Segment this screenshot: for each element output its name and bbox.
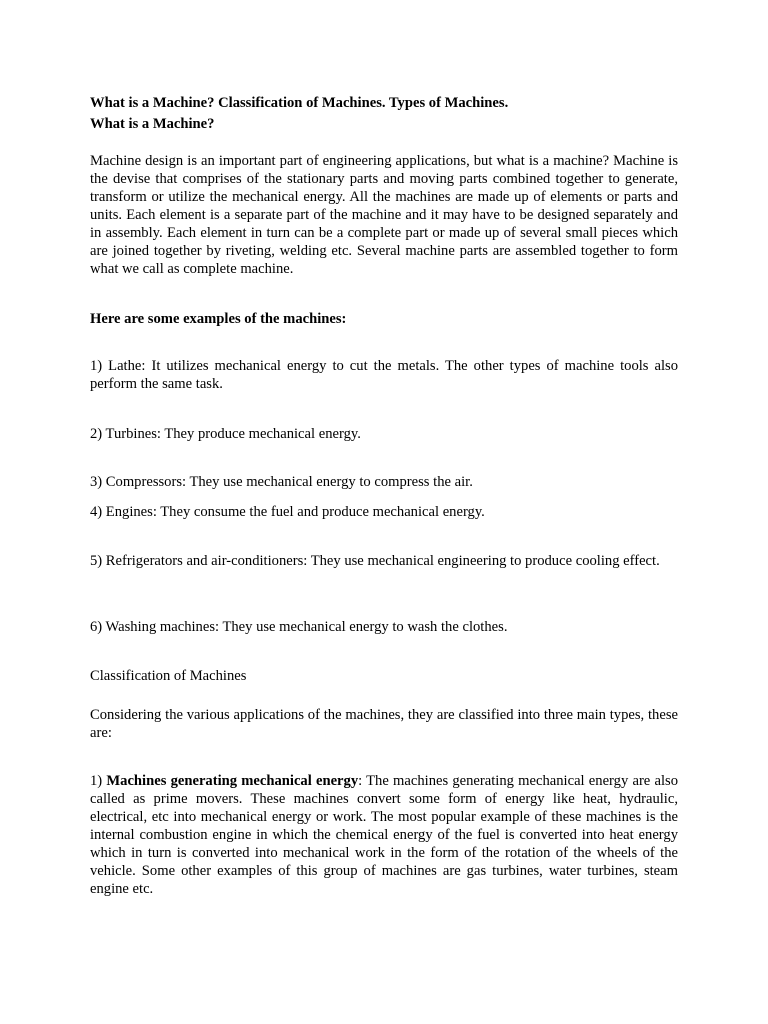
type-1-label: Machines generating mechanical energy [106,773,359,789]
example-item-engines: 4) Engines: They consume the fuel and produce mechanical energy. [90,504,485,520]
intro-paragraph: Machine design is an important part of engineering applications, but what is a machine? Machine is the devise that comprises of the stationary parts and moving parts combined together to generate, transform or utilize the mechanical energy. All the machines are made up of elements or parts and units. Each element is a separate part of the machine and it may have to be designed separately and in assembly. Each element in turn can be a complete part or made up of several small pieces which are joined together by riveting, welding etc. Several machine parts are assembled together to form what we call as complete machine. [90,153,678,277]
example-item-washing-machines: 6) Washing machines: They use mechanical energy to wash the clothes. [90,619,508,635]
document-title: What is a Machine? Classification of Machines. Types of Machines. [90,95,509,111]
type-1-body: : The machines generating mechanical energy are also called as prime movers. These machines convert some form of energy like heat, hydraulic, electrical, etc into mechanical energy or work. The most popular example of these machines is the internal combustion engine in which the chemical energy of the fuel is converted into heat energy which in turn is converted into mechanical work in the form of the rotation of the wheels of the vehicle. Some other examples of this group of machines are gas turbines, water turbines, steam engine etc. [90,773,678,897]
section-heading-what-is-machine: What is a Machine? [90,116,215,132]
example-item-refrigerators: 5) Refrigerators and air-conditioners: They use mechanical engineering to produce cooling effect. [90,553,660,569]
classification-type-1 [90,772,678,898]
examples-heading: Here are some examples of the machines: [90,311,347,327]
type-1-prefix: 1) [90,773,107,789]
example-item-lathe: 1) Lathe: It utilizes mechanical energy to cut the metals. The other types of machine tools also perform the same task. [90,358,678,392]
example-item-turbines: 2) Turbines: They produce mechanical energy. [90,426,361,442]
classification-intro: Considering the various applications of the machines, they are classified into three main types, these are: [90,707,678,741]
example-item-compressors: 3) Compressors: They use mechanical energy to compress the air. [90,474,473,490]
classification-heading: Classification of Machines [90,668,247,684]
